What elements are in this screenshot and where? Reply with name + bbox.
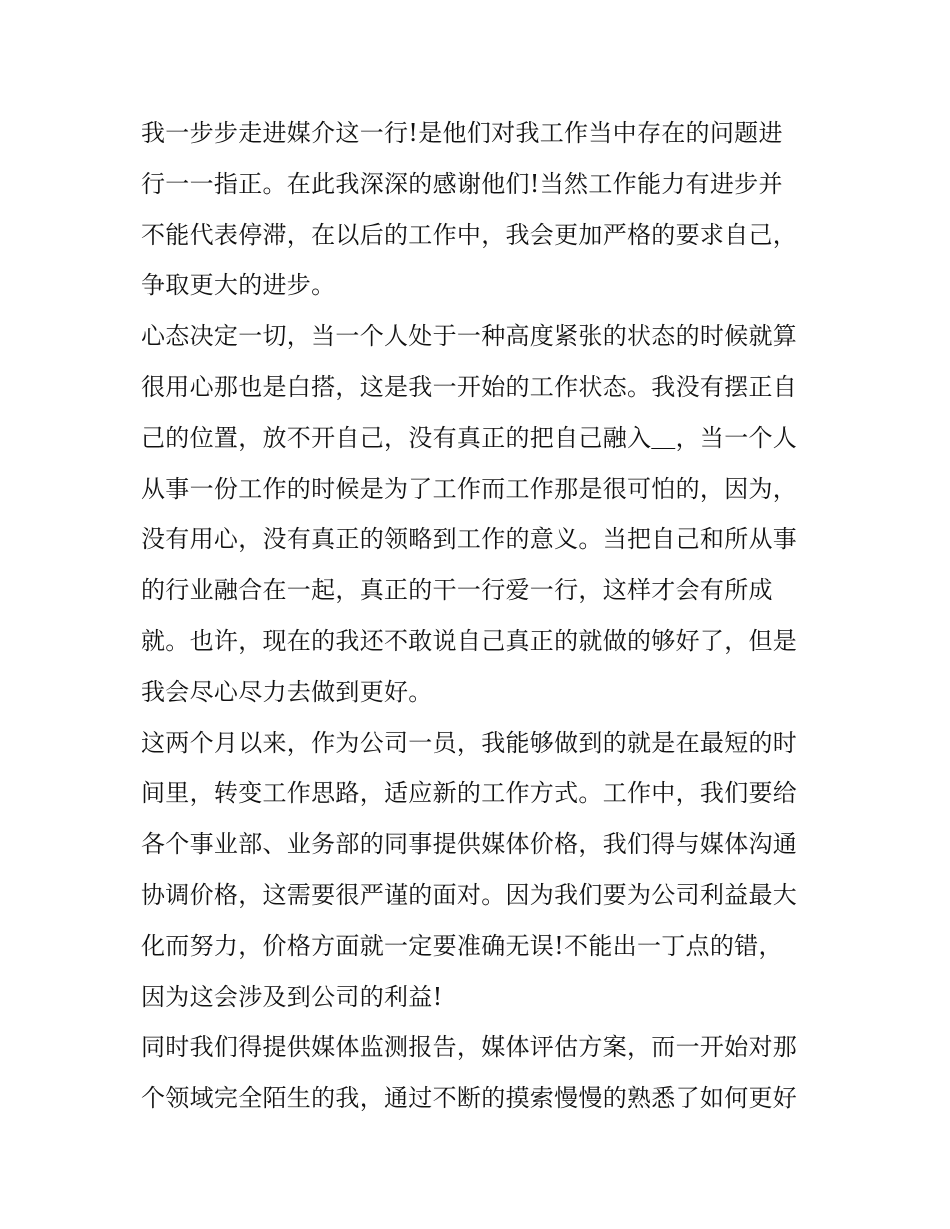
text-line: 我会尽心尽力去做到更好。 bbox=[141, 677, 433, 706]
text-line: 个领域完全陌生的我，通过不断的摸索慢慢的熟悉了如何更好 bbox=[141, 1084, 798, 1113]
text-line: 争取更大的进步。 bbox=[141, 271, 336, 300]
text-line: 很用心那也是白搭，这是我一开始的工作状态。我没有摆正自 bbox=[141, 372, 798, 401]
text-line: 不能代表停滞，在以后的工作中，我会更加严格的要求自己， bbox=[141, 220, 798, 249]
text-line: 化而努力，价格方面就一定要准确无误!不能出一丁点的错， bbox=[141, 931, 783, 960]
text-line: 我一步步走进媒介这一行!是他们对我工作当中存在的问题进 bbox=[141, 119, 783, 147]
text-line: 同时我们得提供媒体监测报告，媒体评估方案，而一开始对那 bbox=[141, 1033, 798, 1062]
text-line: 因为这会涉及到公司的利益! bbox=[141, 982, 443, 1011]
text-line: 间里，转变工作思路，适应新的工作方式。工作中，我们要给 bbox=[141, 779, 798, 808]
text-line: 协调价格，这需要很严谨的面对。因为我们要为公司利益最大 bbox=[141, 880, 798, 909]
text-line: 没有用心，没有真正的领略到工作的意义。当把自己和所从事 bbox=[141, 525, 798, 554]
text-line: 从事一份工作的时候是为了工作而工作那是很可怕的，因为， bbox=[141, 474, 798, 503]
text-line: 心态决定一切，当一个人处于一种高度紧张的状态的时候就算 bbox=[141, 322, 798, 351]
text-line: 各个事业部、业务部的同事提供媒体价格，我们得与媒体沟通 bbox=[141, 830, 798, 859]
text-line: 这两个月以来，作为公司一员，我能够做到的就是在最短的时 bbox=[141, 728, 798, 757]
text-line: 行一一指正。在此我深深的感谢他们!当然工作能力有进步并 bbox=[141, 169, 783, 198]
text-line: 的行业融合在一起，真正的干一行爱一行，这样才会有所成 bbox=[141, 576, 773, 605]
text-line: 己的位置，放不开自己，没有真正的把自己融入＿，当一个人 bbox=[141, 423, 798, 452]
text-line: 就。也许，现在的我还不敢说自己真正的就做的够好了，但是 bbox=[141, 626, 798, 655]
document-body-text bbox=[141, 108, 821, 1124]
